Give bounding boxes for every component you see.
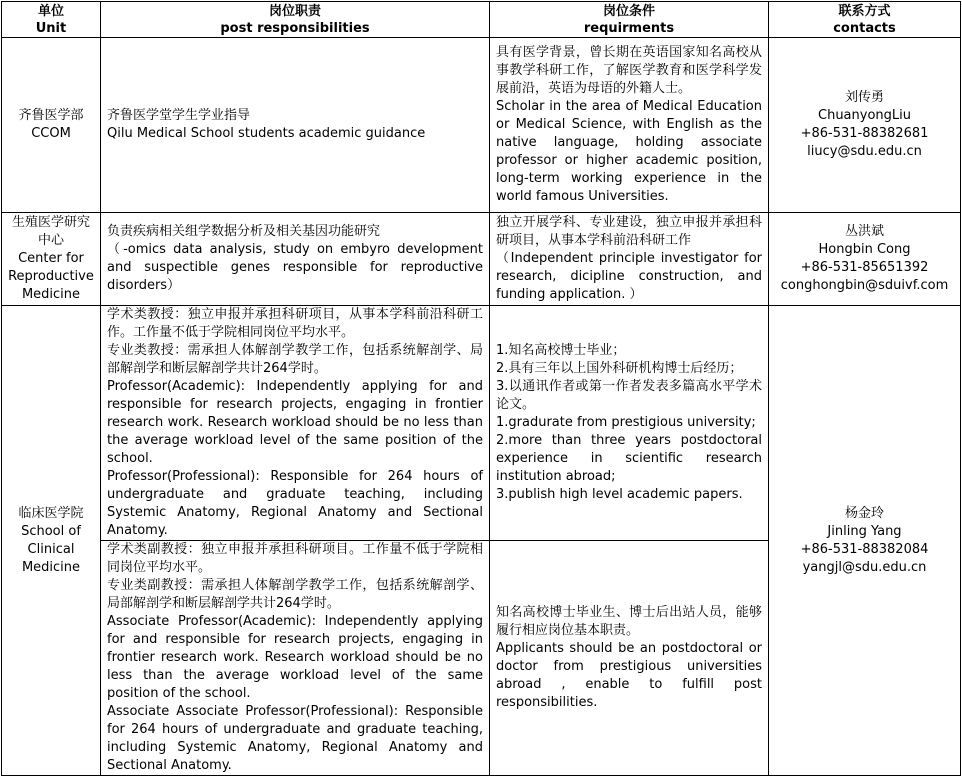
table-row	[2, 306, 961, 541]
unit-en: School of Clinical Medicine	[21, 523, 81, 575]
req-zh: 独立开展学科、专业建设，独立申报并承担科研项目，从事本学科前沿科研工作	[496, 215, 762, 248]
req-en: （Independent principle investigator for research, dicipline construction, and funding application. ）	[496, 251, 762, 302]
assoc-req-en: Applicants should be an postdoctoral or doctor from prestigious universities abroad , enable to fulfill post responsibilities.	[496, 641, 762, 710]
requirement-cell	[490, 38, 769, 213]
assoc-academic-en: Associate Professor(Academic): Independently applying for and responsible for research projects, engaging in frontier research work. Research workload should be no less than the average workload level of the same position of the school.	[107, 614, 483, 701]
assoc-req-zh: 知名高校博士毕业生、博士后出站人员，能够履行相应岗位基本职责。	[496, 605, 762, 638]
contact-zh: 丛洪斌	[844, 224, 884, 239]
prof-req-en-3: 3.publish high level academic papers.	[496, 487, 743, 502]
contact-name: ChuanyongLiu	[818, 108, 911, 123]
header-contacts	[769, 2, 961, 38]
header-req-zh: 岗位条件	[602, 3, 655, 19]
unit-zh: 齐鲁医学部	[18, 108, 84, 123]
requirement-cell	[490, 213, 769, 306]
contact-email[interactable]: liucy@sdu.edu.cn	[807, 144, 922, 159]
assoc-professional-en: Associate Associate Professor(Professional): Responsible for 264 hours of undergraduate and graduate teaching, including Systemic Anatomy, Regional Anatomy and Sectional Anatomy.	[107, 704, 483, 773]
resp-zh: 负责疾病相关组学数据分析及相关基因功能研究	[107, 224, 381, 239]
contact-phone: +86-531-85651392	[800, 260, 929, 275]
header-unit-en: Unit	[35, 20, 67, 36]
prof-req-en-1: 1.gradurate from prestigious university;	[496, 415, 756, 430]
req-zh: 具有医学背景，曾长期在英语国家知名高校从事教学科研工作，了解医学教育和医学科学发展前沿，英语为母语的外籍人士。	[496, 45, 762, 96]
responsibility-cell	[101, 213, 490, 306]
table-row	[2, 38, 961, 213]
unit-en: CCOM	[31, 126, 71, 141]
responsibility-cell	[101, 38, 490, 213]
unit-cell	[2, 38, 101, 213]
prof-req-zh-3: 3.以通讯作者或第一作者发表多篇高水平学术论文。	[496, 379, 762, 412]
header-requirements	[490, 2, 769, 38]
unit-en: Center for Reproductive Medicine	[8, 251, 94, 302]
contact-cell	[769, 213, 961, 306]
header-contact-en: contacts	[833, 20, 896, 36]
prof-academic-en: Professor(Academic): Independently applying for and responsible for research projects, engaging in frontier research work. Research workload should be no less than the average workload level of the same position of the school.	[107, 379, 483, 466]
unit-cell	[2, 213, 101, 306]
header-row	[2, 2, 961, 38]
resp-en: （-omics data analysis, study on embyro development and suspectible genes responsible for reproductive disorders）	[107, 242, 483, 293]
resp-en: Qilu Medical School students academic guidance	[107, 126, 426, 141]
positions-table	[1, 1, 961, 776]
contact-name: Hongbin Cong	[818, 242, 911, 257]
contact-phone: +86-531-88382681	[800, 126, 929, 141]
contact-zh: 杨金玲	[844, 505, 884, 521]
contact-email[interactable]: conghongbin@sduivf.com	[780, 278, 949, 293]
header-resp-zh: 岗位职责	[268, 3, 321, 19]
assoc-academic-zh: 学术类副教授：独立申报并承担科研项目。工作量不低于学院相同岗位平均水平。	[107, 542, 483, 575]
table-row	[2, 213, 961, 306]
prof-academic-zh: 学术类教授：独立申报并承担科研项目，从事本学科前沿科研工作。工作量不低于学院相同岗位平均水平。	[107, 307, 483, 340]
unit-zh: 临床医学院	[18, 505, 84, 521]
contact-cell	[769, 306, 961, 776]
contact-zh: 刘传勇	[844, 90, 884, 105]
contact-email[interactable]: yangjl@sdu.edu.cn	[802, 559, 927, 575]
prof-req-zh-2: 2.具有三年以上国外科研机构博士后经历；	[496, 361, 743, 376]
responsibility-cell-professor	[101, 306, 490, 541]
prof-professional-zh: 专业类教授：需承担人体解剖学教学工作，包括系统解剖学、局部解剖学和断层解剖学共计264学时。	[107, 343, 483, 376]
prof-req-en-2: 2.more than three years postdoctoral experience in scientific research institution abroad;	[496, 433, 762, 484]
header-responsibilities	[101, 2, 490, 38]
requirement-cell-professor	[490, 306, 769, 541]
header-req-en: requirments	[583, 20, 675, 36]
contact-cell	[769, 38, 961, 213]
prof-req-zh-1: 1.知名高校博士毕业；	[496, 343, 626, 358]
assoc-professional-zh: 专业类副教授：需承担人体解剖学教学工作，包括系统解剖学、局部解剖学和断层解剖学共计264学时。	[107, 578, 483, 611]
responsibility-cell-associate	[101, 541, 490, 776]
contact-phone: +86-531-88382084	[800, 541, 929, 557]
header-resp-en: post responsibilities	[220, 20, 370, 36]
prof-professional-en: Professor(Professional): Responsible for 264 hours of undergraduate and graduate teaching, including Systemic Anatomy, Regional Anatomy and Sectional Anatomy.	[107, 469, 483, 538]
header-contact-zh: 联系方式	[838, 3, 891, 19]
unit-zh: 生殖医学研究中心	[11, 215, 90, 248]
requirement-cell-associate	[490, 541, 769, 776]
req-en: Scholar in the area of Medical Education or Medical Science, with English as the native language, holding associate professor or higher academic position, long-term working experience in the world famous Universities.	[496, 99, 762, 204]
header-unit	[2, 2, 101, 38]
resp-zh: 齐鲁医学堂学生学业指导	[107, 108, 251, 123]
contact-name: Jinling Yang	[827, 523, 902, 539]
unit-cell	[2, 306, 101, 776]
header-unit-zh: 单位	[37, 3, 64, 19]
